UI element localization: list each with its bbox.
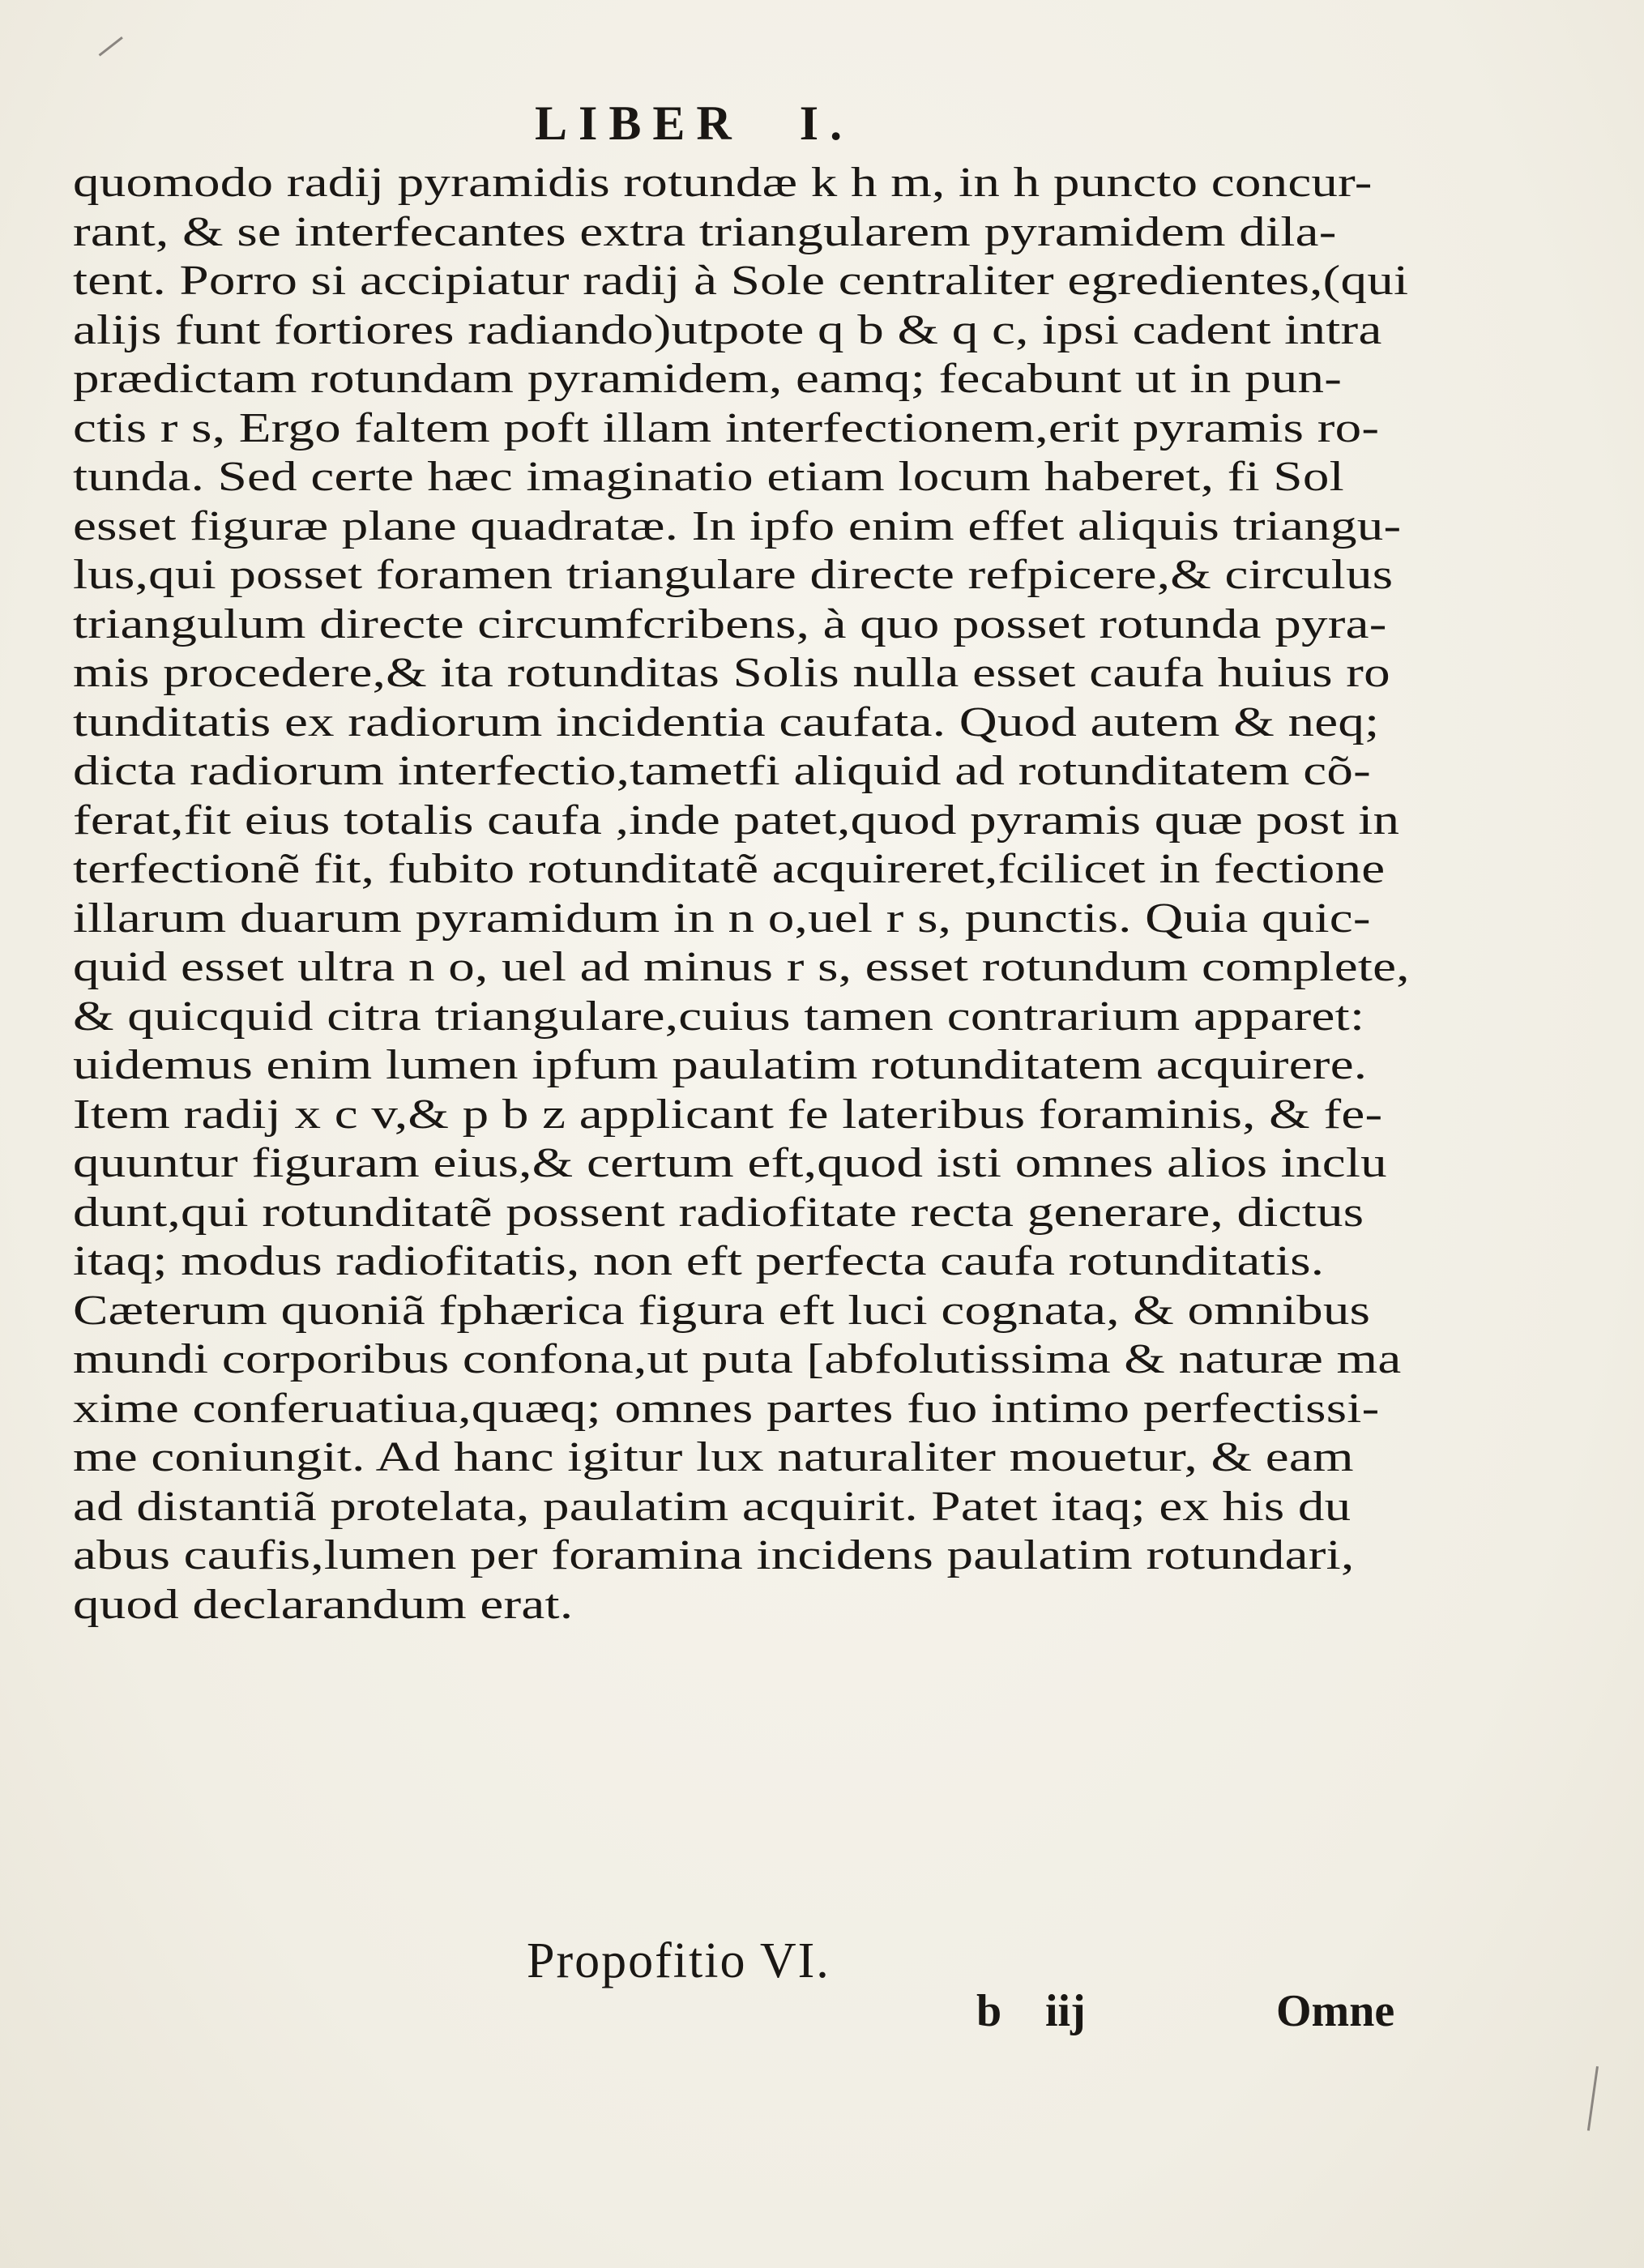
body-text [73, 159, 1450, 1629]
text-line: me coniungit. Ad hanc igitur lux naturaliter mouetur, & eam [73, 1434, 1354, 1480]
folio-number: I. [799, 96, 854, 150]
text-line: ferat,fit eius totalis caufa ,inde patet,quod pyramis quæ post in [73, 797, 1400, 844]
text-line: quod declarandum erat. [73, 1581, 574, 1628]
text-line: Item radij x c v,& p b z applicant fe lateribus foraminis, & fe- [73, 1091, 1383, 1138]
text-line: tunda. Sed certe hæc imaginatio etiam locum haberet, fi Sol [73, 454, 1344, 500]
text-line: quuntur figuram eius,& certum eft,quod isti omnes alios inclu [73, 1140, 1387, 1186]
margin-mark [99, 36, 123, 57]
text-line: quomodo radij pyramidis rotundæ k h m, in h puncto concur- [73, 160, 1373, 206]
text-line: Cæterum quoniã fphærica figura eft luci cognata, & omnibus [73, 1287, 1371, 1334]
text-line: triangulum directe circumfcribens, à quo posset rotunda pyra- [73, 600, 1387, 647]
text-line: uidemus enim lumen ipfum paulatim rotunditatem acquirere. [73, 1042, 1368, 1088]
text-line: dunt,qui rotunditatẽ possent radiofitate recta generare, dictus [73, 1189, 1364, 1236]
catchword: Omne [1276, 1986, 1395, 2036]
text-line: lus,qui posset foramen triangulare directe refpicere,& circulus [73, 552, 1394, 598]
text-line: ctis r s, Ergo faltem poft illam interfectionem,erit pyramis ro- [73, 404, 1380, 451]
text-line: rant, & se interfecantes extra triangularem pyramidem dila- [73, 208, 1337, 255]
text-line: esset figuræ plane quadratæ. In ipfo enim effet aliquis triangu- [73, 502, 1402, 549]
signature-number: iij [1045, 1986, 1086, 2036]
text-line: itaq; modus radiofitatis, non eft perfecta caufa rotunditatis. [73, 1238, 1325, 1284]
text-line: & quicquid citra triangulare,cuius tamen contrarium apparet: [73, 993, 1365, 1040]
text-line: mundi corporibus confona,ut puta [abfolutissima & naturæ ma [73, 1336, 1402, 1382]
text-line: prædictam rotundam pyramidem, eamq; fecabunt ut in pun- [73, 356, 1343, 402]
signature-mark: b [976, 1986, 1002, 2036]
text-line: illarum duarum pyramidum in n o,uel r s, punctis. Quia quic- [73, 895, 1371, 942]
margin-mark [1587, 2066, 1599, 2131]
text-line: tunditatis ex radiorum incidentia caufata. Quod autem & neq; [73, 698, 1380, 745]
running-title: LIBER [535, 96, 743, 150]
text-line: dicta radiorum interfectio,tametfi aliquid ad rotunditatem cõ- [73, 748, 1372, 794]
text-line: tent. Porro si accipiatur radij à Sole centraliter egredientes,(qui [73, 258, 1409, 304]
text-line: abus caufis,lumen per foramina incidens paulatim rotundari, [73, 1532, 1355, 1578]
text-line: alijs funt fortiores radiando)utpote q b & q c, ipsi cadent intra [73, 306, 1382, 353]
text-line: xime conferuatiua,quæq; omnes partes fuo intimo perfectissi- [73, 1385, 1380, 1432]
running-header [535, 96, 853, 152]
text-line: quid esset ultra n o, uel ad minus r s, esset rotundum complete, [73, 944, 1410, 990]
proposition-heading: Propofitio VI. [527, 1933, 831, 1988]
text-line: mis procedere,& ita rotunditas Solis nulla esset caufa huius ro [73, 650, 1390, 696]
text-line: terfectionẽ fit, fubito rotunditatẽ acquireret,fcilicet in fectione [73, 846, 1386, 892]
text-line: ad distantiã protelata, paulatim acquirit. Patet itaq; ex his du [73, 1483, 1351, 1530]
